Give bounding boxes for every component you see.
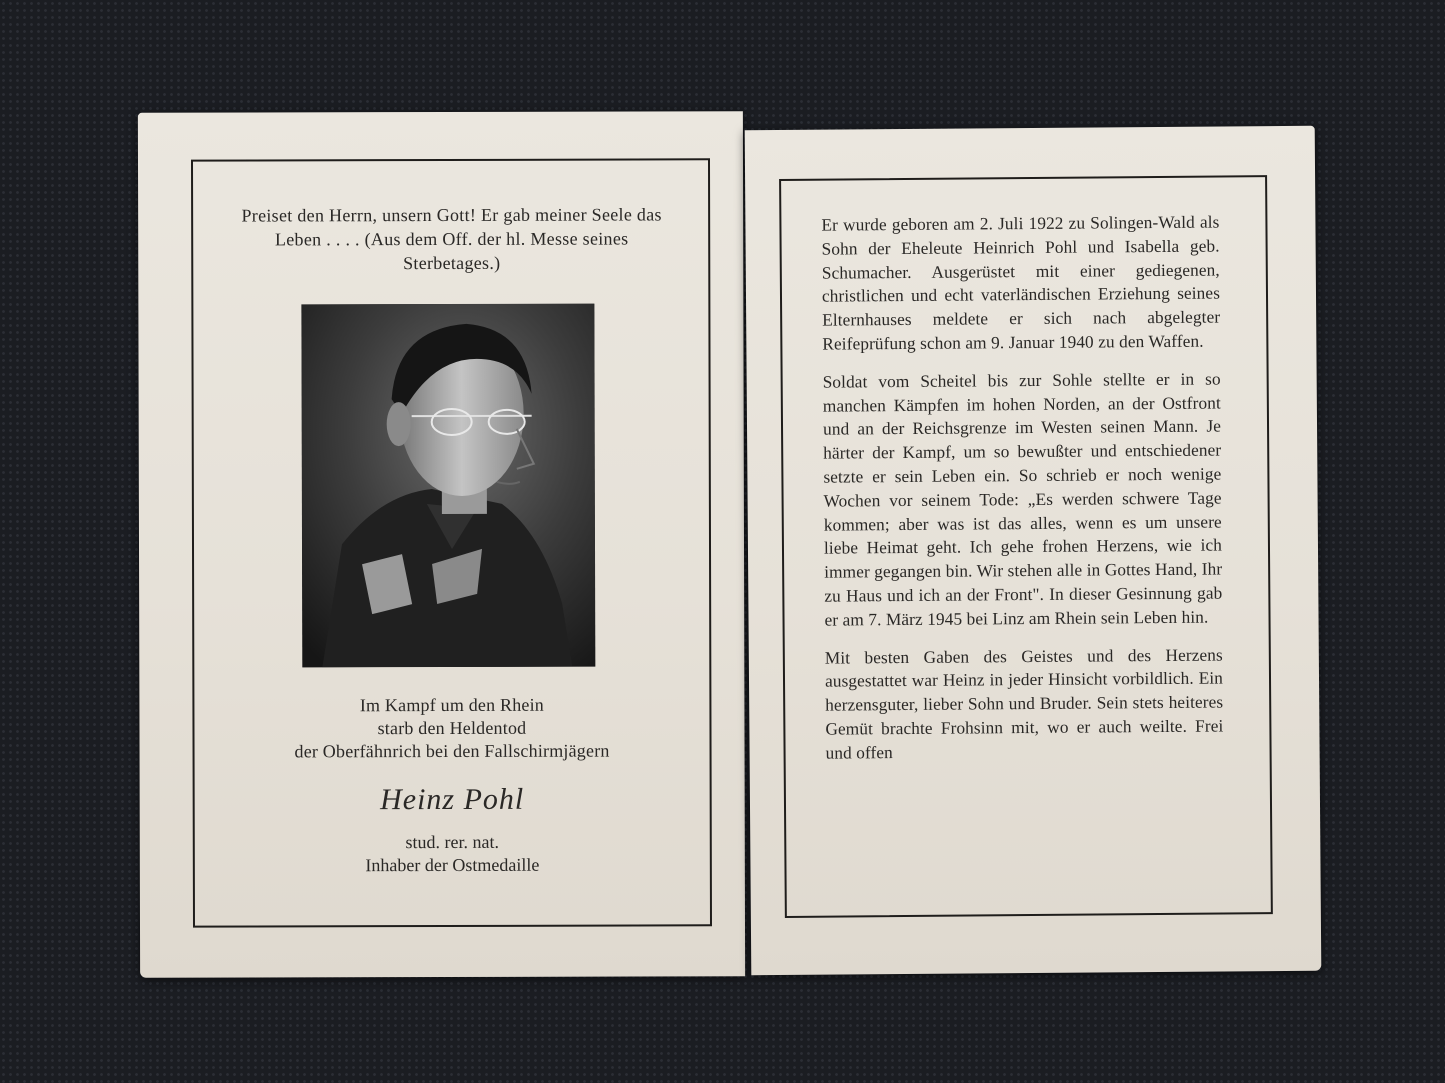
left-page [138,111,745,978]
portrait-image [301,304,595,668]
title-line: Inhaber der Ostmedaille [365,854,540,876]
scripture-verse: Preiset den Herrn, unsern Gott! Er gab meiner Seele das Leben . . . . (Aus dem Off. der hl. Messe seines Sterbetages.) [241,204,662,274]
biography-paragraph: Soldat vom Scheitel bis zur Sohle stellte er in so manchen Kämpfen im hohen Norden, an der Ostfront und an der Reichsgrenze im Westen seinen Mann. Je härter der Kampf, um so bewußter und entschiedener setzte er sein Leben ein. So schrieb er noch wenige Wochen vor seinem Tode: „Es werden schwere Tage kommen; aber was ist das alles, wenn es um unsere liebe Heimat geht. Ich gehe frohen Herzens, wie ich immer gegangen bin. Wir stehen alle in Gottes Hand, Ihr zu Haus und ich an der Front". In dieser Gesinnung gab er am 7. März 1945 bei Linz am Rhein sein Leben hin. [822,369,1223,630]
caption-line: der Oberfähnrich bei den Fallschirmjägern [294,740,610,762]
deceased-titles [215,830,690,877]
biography-text [821,211,1223,780]
portrait-photo [301,304,595,668]
biography-paragraph: Er wurde geboren am 2. Juli 1922 zu Solingen-Wald als Sohn der Eheleute Heinrich Pohl und Isabella geb. Schumacher. Ausgerüstet mit einer gediegenen, christlichen und echt vaterländischen Erziehung seines Elternhauses meldete er sich nach abgelegter Reifeprüfung schon am 9. Januar 1940 zu den Waffen. [821,212,1221,354]
deceased-name: Heinz Pohl [380,782,525,817]
left-page-border-frame [191,158,712,927]
right-page-border-frame [779,175,1273,918]
title-line: stud. rer. nat. [405,831,500,853]
biography-paragraph: Mit besten Gaben des Geistes und des Herzens ausgestattet war Heinz in jeder Hinsicht vorbildlich. Ein herzensguter, lieber Sohn und Bruder. Sein stets heiteres Gemüt brachte Frohsinn mit, wo er auch weilte. Frei und offen [824,645,1224,763]
caption-line: starb den Heldentod [377,717,527,739]
caption-line: Im Kampf um den Rhein [359,694,545,716]
memorial-caption [214,693,689,763]
right-page [745,126,1322,975]
